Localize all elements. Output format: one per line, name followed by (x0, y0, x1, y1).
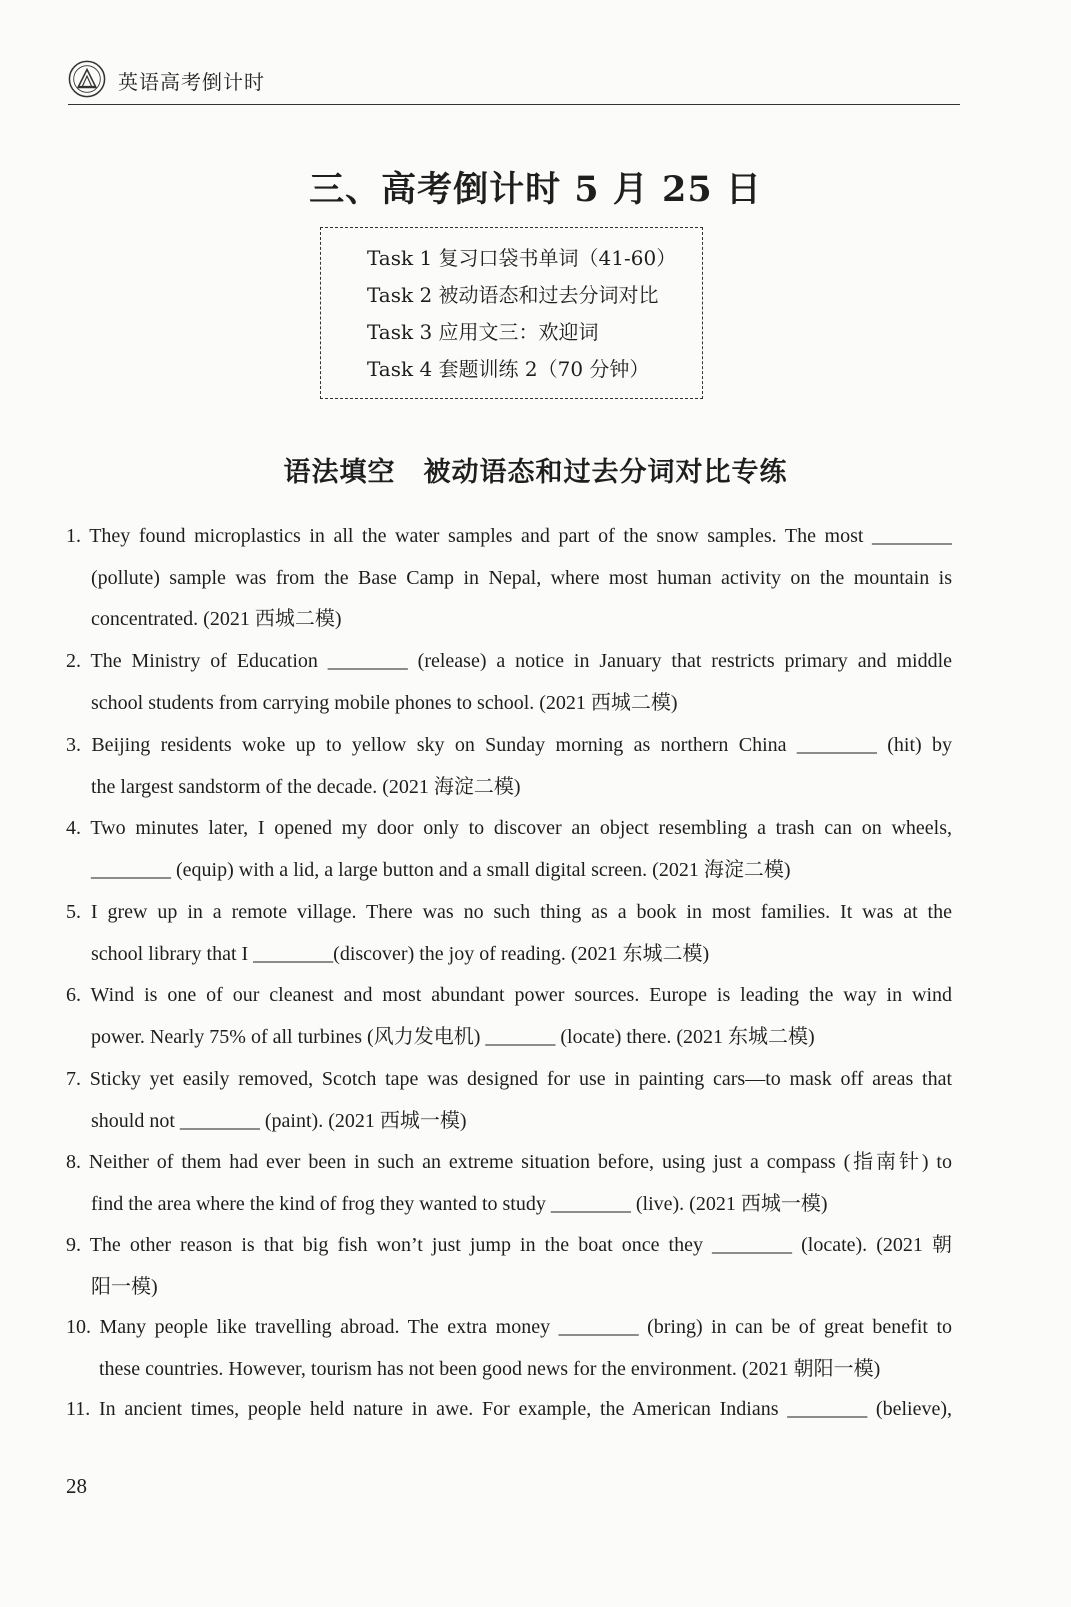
page-number: 28 (66, 1474, 87, 1498)
question-line: 6. Wind is one of our cleanest and most abundant power sources. Europe is leading the way in wind (66, 984, 952, 1006)
question-2 (66, 641, 952, 724)
question-line: 2. The Ministry of Education ________ (release) a notice in January that restricts primary and middle (66, 650, 952, 672)
question-line: ________ (equip) with a lid, a large button and a small digital screen. (2021 海淀二模) (91, 858, 791, 881)
question-line: find the area where the kind of frog they wanted to study ________ (live). (2021 西城一模) (91, 1192, 828, 1215)
question-line: should not ________ (paint). (2021 西城一模) (91, 1109, 467, 1132)
question-11 (66, 1389, 952, 1431)
question-line: the largest sandstorm of the decade. (2021 海淀二模) (91, 775, 521, 798)
question-line: 8. Neither of them had ever been in such an extreme situation before, using just a compass (指南针) to (66, 1151, 952, 1173)
question-line: 11. In ancient times, people held nature in awe. For example, the American Indians ________ (believe), (66, 1398, 952, 1420)
task-item: Task 1 复习口袋书单词（41-60） (367, 246, 677, 270)
question-4 (66, 808, 952, 891)
question-9 (66, 1225, 952, 1308)
question-line: 10. Many people like travelling abroad. The extra money ________ (bring) in can be of great benefit to (66, 1316, 952, 1338)
question-line: (pollute) sample was from the Base Camp in Nepal, where most human activity on the mountain is (91, 566, 952, 589)
question-8 (66, 1142, 952, 1225)
school-emblem-icon (68, 60, 106, 98)
question-6 (66, 975, 952, 1058)
question-line: 5. I grew up in a remote village. There was no such thing as a book in most families. It was at the (66, 901, 952, 923)
question-line: 7. Sticky yet easily removed, Scotch tape was designed for use in painting cars—to mask off areas that (66, 1068, 952, 1090)
question-line: school library that I ________(discover) the joy of reading. (2021 东城二模) (91, 942, 710, 965)
question-line: 阳一模) (91, 1275, 158, 1298)
question-line: 3. Beijing residents woke up to yellow sky on Sunday morning as northern China ________ (hit) by (66, 734, 952, 756)
question-10 (66, 1307, 952, 1390)
section-title: 语法填空 被动语态和过去分词对比专练 (283, 457, 788, 488)
question-3 (66, 725, 952, 808)
task-item: Task 4 套题训练 2（70 分钟） (367, 357, 650, 381)
question-line: these countries. However, tourism has not been good news for the environment. (2021 朝阳一模) (99, 1357, 881, 1380)
question-5 (66, 892, 952, 975)
question-7 (66, 1059, 952, 1142)
question-line: school students from carrying mobile phones to school. (2021 西城二模) (91, 691, 678, 714)
header-title: 英语高考倒计时 (118, 70, 265, 94)
task-item: Task 3 应用文三：欢迎词 (367, 320, 599, 344)
page-title: 三、高考倒计时 5 月 25 日 (309, 169, 762, 210)
question-line: 9. The other reason is that big fish won’t just jump in the boat once they ________ (locate). (2021 朝 (66, 1234, 952, 1256)
page-header (68, 56, 960, 105)
question-line: power. Nearly 75% of all turbines (风力发电机) _______ (locate) there. (2021 东城二模) (91, 1025, 815, 1048)
question-line: 4. Two minutes later, I opened my door only to discover an object resembling a trash can on wheels, (66, 817, 952, 839)
question-1 (66, 516, 952, 641)
question-line: 1. They found microplastics in all the water samples and part of the snow samples. The most ________ (66, 525, 952, 547)
question-line: concentrated. (2021 西城二模) (91, 608, 342, 631)
task-item: Task 2 被动语态和过去分词对比 (367, 283, 659, 307)
task-list-box (320, 227, 703, 399)
